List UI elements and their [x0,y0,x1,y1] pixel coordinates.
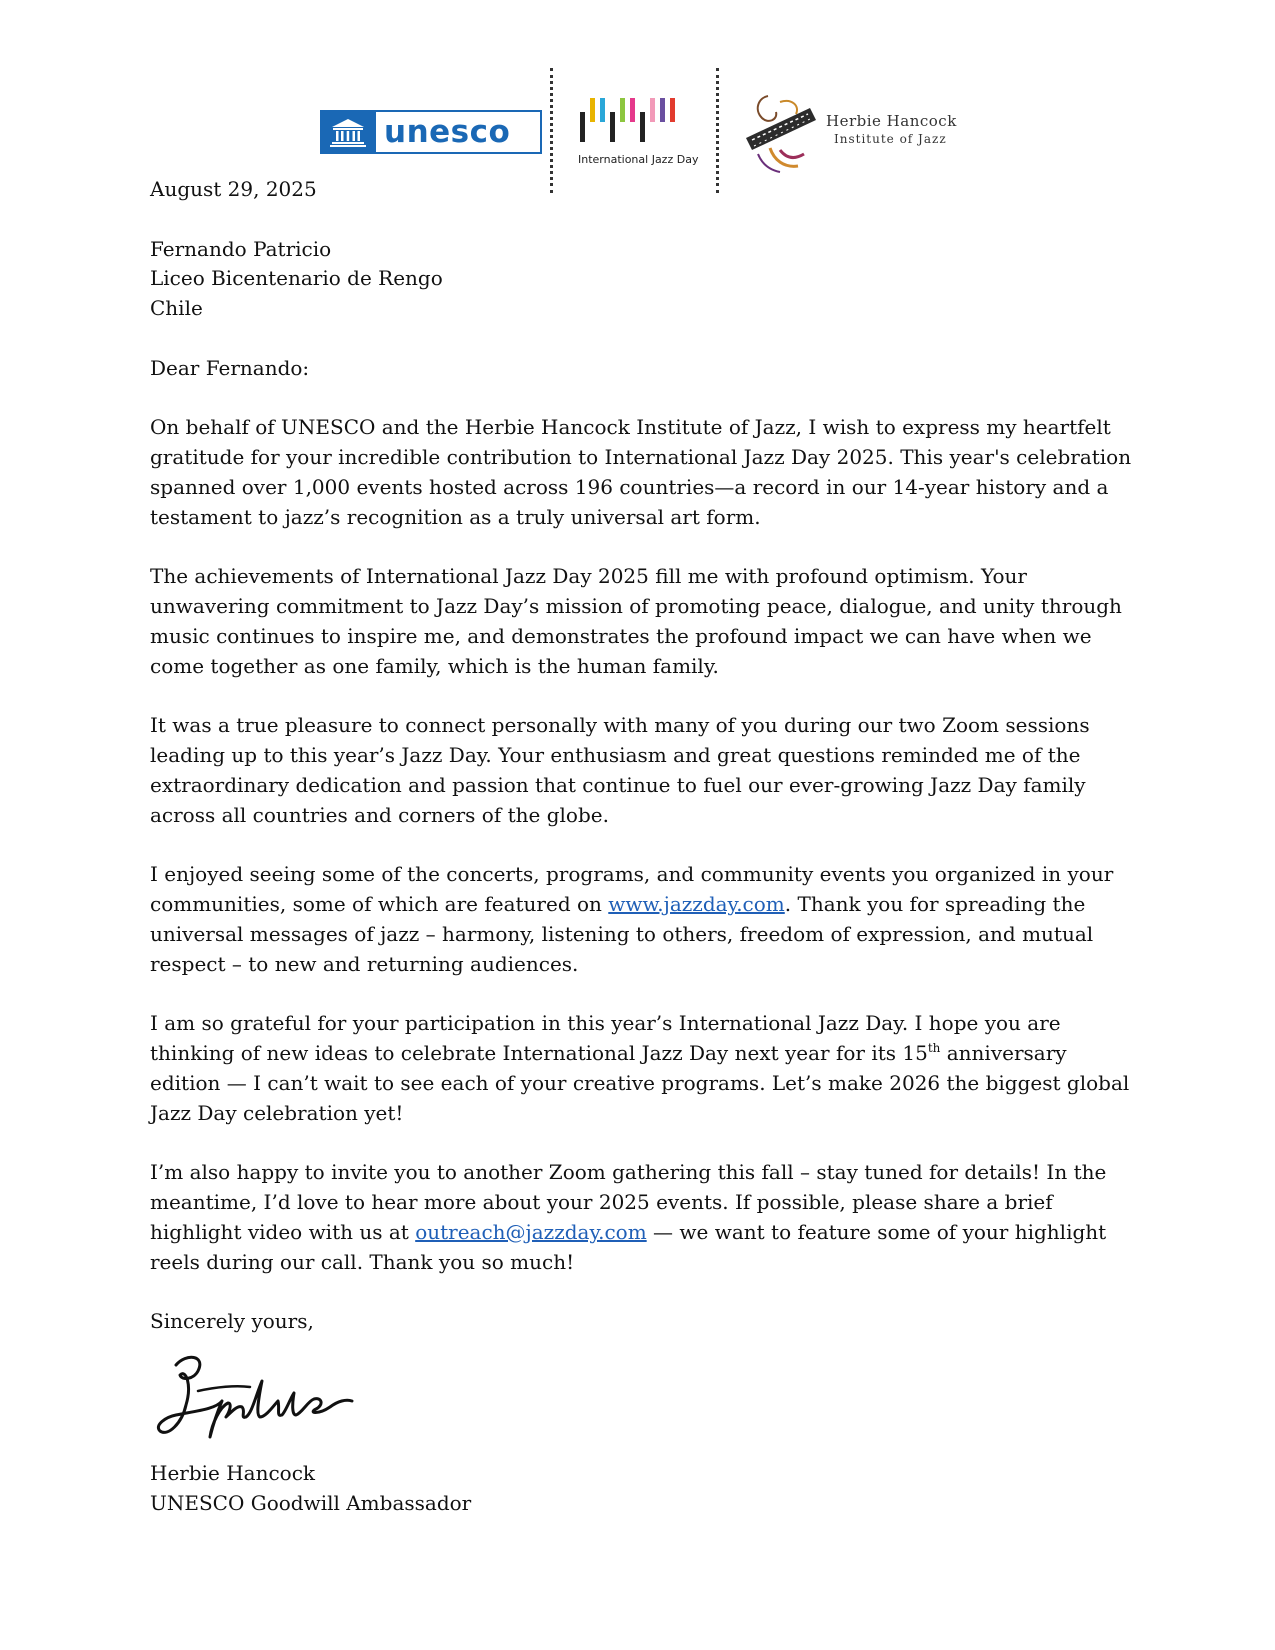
jazzday-website-link[interactable]: www.jazzday.com [608,892,785,917]
piano-bar [650,98,655,122]
jazz-day-logo [578,98,718,170]
paragraph-6 [150,1158,1140,1277]
signer-name: Herbie Hancock [150,1461,316,1486]
letter-body [150,175,1140,1519]
paragraph-2: The achievements of International Jazz Day 2025 fill me with profound optimism. Your unwavering commitment to Jazz Day’s mission of promoting peace, dialogue, and unity through music continues to inspire me, and demonstrates the profound impact we can have when we come together as one family, which is the human family. [150,564,1122,678]
paragraph-6-text-end: — we want to feature some of your highlight reels during our call. Thank you so much! [150,1219,1107,1274]
piano-bar [580,112,585,142]
paragraph-6-text-start: I’m also happy to invite you to another Zoom gathering this fall – stay tuned for details! In the meantime, I’d love to hear more about your 2025 events. If possible, please share a brief highlight video with us at [150,1160,1107,1244]
piano-bar [600,98,605,122]
unesco-logo [320,110,542,154]
hancock-institute-name: Herbie Hancock [826,112,957,130]
letter-date: August 29, 2025 [150,177,317,201]
recipient-organization: Liceo Bicentenario de Rengo [150,266,443,291]
piano-swirl-icon [740,88,820,174]
piano-bar [660,98,665,122]
outreach-email-link[interactable]: outreach@jazzday.com [415,1219,647,1244]
hancock-institute-subtitle: Institute of Jazz [834,132,947,146]
signer-block [150,1459,1140,1519]
signer-title: UNESCO Goodwill Ambassador [150,1490,472,1515]
jazz-day-logo-text: International Jazz Day [578,153,699,166]
paragraph-1: On behalf of UNESCO and the Herbie Hancock Institute of Jazz, I wish to express my heartfelt gratitude for your incredible contribution to International Jazz Day 2025. This year's celebration spanned over 1,000 events hosted across 196 countries—a record in our 14-year history and a testament to jazz’s recognition as a truly universal art form. [150,415,1132,529]
salutation: Dear Fernando: [150,355,310,380]
closing: Sincerely yours, [150,1309,314,1334]
unesco-logo-text: unesco [384,114,511,150]
piano-bar [640,112,645,142]
paragraph-5-text-start: I am so grateful for your participation in this year’s International Jazz Day. I hope you are thinking of new ideas to celebrate International Jazz Day next year for its 15 [150,1011,1061,1066]
handwritten-signature [146,1345,386,1449]
recipient-name: Fernando Patricio [150,236,332,261]
piano-bar [610,112,615,142]
hancock-institute-logo [740,88,970,178]
paragraph-3: It was a true pleasure to connect personally with many of you during our two Zoom sessions leading up to this year’s Jazz Day. Your enthusiasm and great questions reminded me of the extraordinary dedication and passion that continue to fuel our ever-growing Jazz Day family across all countries and corners of the globe. [150,713,1090,827]
ordinal-suffix: th [927,1041,941,1056]
piano-bar [620,98,625,122]
recipient-country: Chile [150,296,203,321]
piano-bar [590,98,595,122]
paragraph-4 [150,860,1140,979]
piano-bar [670,98,675,122]
paragraph-4-text-end: . Thank you for spreading the universal messages of jazz – harmony, listening to others, freedom of expression, and mutual respect – to new and returning audiences. [150,892,1094,976]
paragraph-5 [150,1009,1140,1128]
piano-bar [630,98,635,122]
recipient-block [150,235,1140,324]
paragraph-4-text-start: I enjoyed seeing some of the concerts, programs, and community events you organized in your communities, some of which are featured on [150,862,1114,917]
unesco-temple-icon [320,110,376,154]
paragraph-5-text-end: anniversary edition — I can’t wait to see each of your creative programs. Let’s make 2026 the biggest global Jazz Day celebration yet! [150,1041,1130,1125]
letterhead-logos [0,0,1275,200]
piano-bars-icon [578,98,688,142]
